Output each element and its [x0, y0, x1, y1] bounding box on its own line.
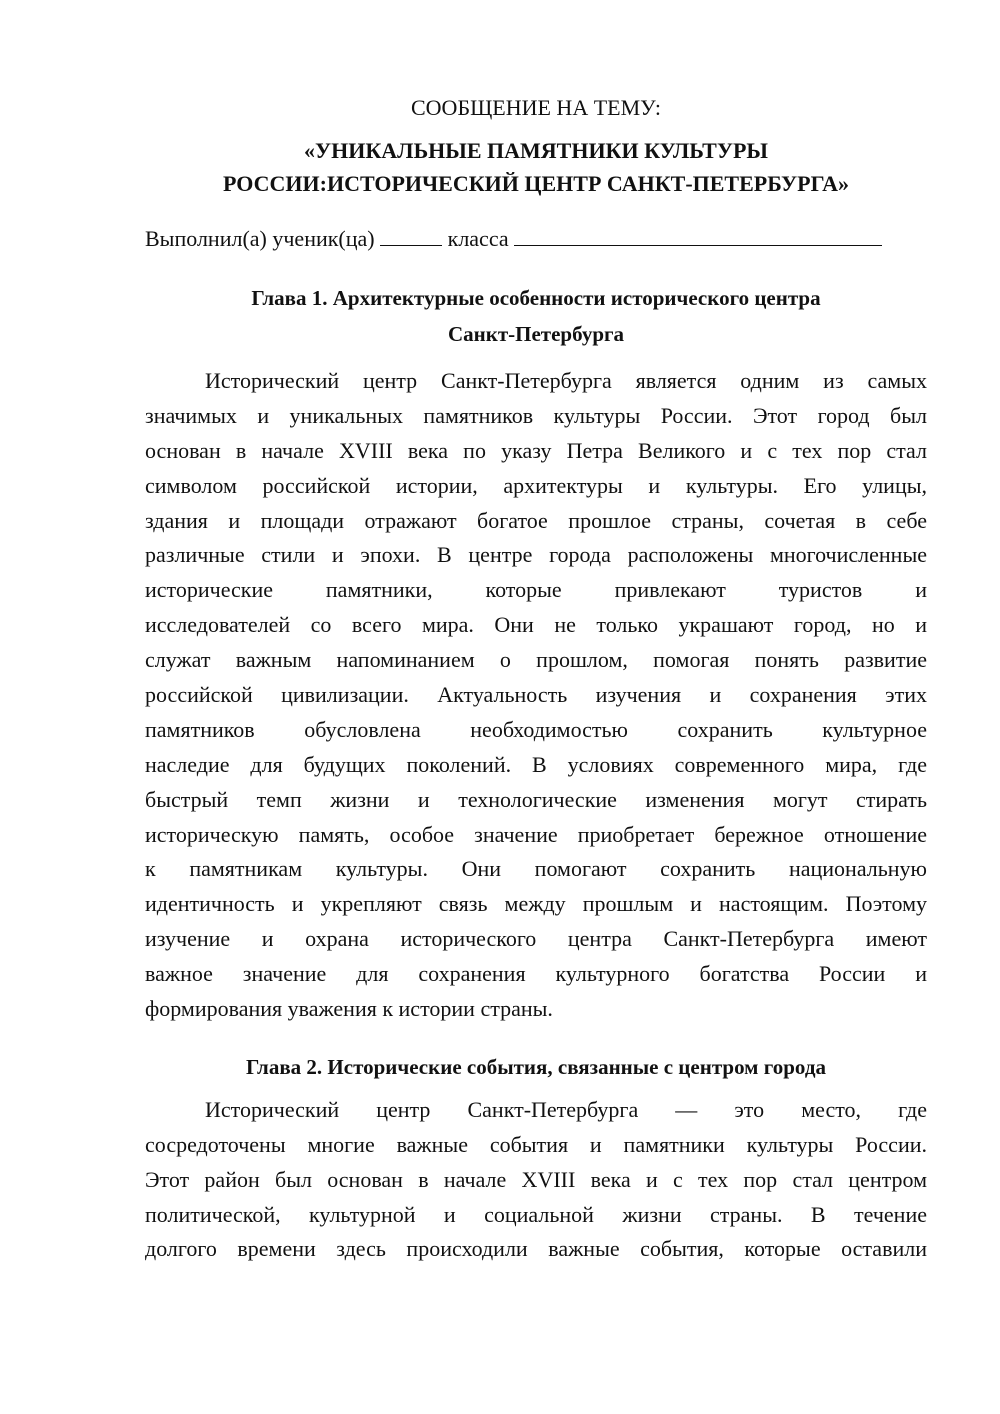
author-label: Выполнил(а) ученик(ца): [145, 226, 375, 251]
chapter-heading-line: Санкт-Петербурга: [447, 322, 625, 346]
paragraph-line: политической, культурной и социальной жизни страны. В течение: [145, 1201, 927, 1227]
paragraph-line: изучение и охрана исторического центра Санкт-Петербурга имеют: [145, 926, 927, 952]
paragraph-line: значимых и уникальных памятников культуры России. Этот город был: [145, 402, 927, 428]
chapter-2-paragraph: [145, 1093, 927, 1267]
paragraph-line: Исторический центр Санкт-Петербурга является одним из самых: [205, 368, 927, 393]
paragraph-line: основан в начале XVIII века по указу Петра Великого и с тех пор стал: [145, 437, 927, 463]
class-label: класса: [447, 226, 509, 251]
document-title: [145, 134, 927, 200]
chapter-1-paragraph: [145, 364, 927, 1027]
paragraph-line: быстрый темп жизни и технологические изменения могут стирать: [145, 786, 927, 812]
paragraph-line: символом российской истории, архитектуры и культуры. Его улицы,: [145, 472, 927, 498]
paragraph-line: исторические памятники, которые привлекают туристов и: [145, 577, 927, 603]
chapter-1-heading: [145, 280, 927, 352]
paragraph-line: различные стили и эпохи. В центре города расположены многочисленные: [145, 542, 927, 568]
author-line: [145, 222, 927, 256]
paragraph-line: сосредоточены многие важные события и памятники культуры России.: [145, 1131, 927, 1157]
paragraph-line: идентичность и укрепляют связь между прошлым и настоящим. Поэтому: [145, 891, 927, 917]
paragraph-line: памятников обусловлена необходимостью сохранить культурное: [145, 716, 927, 742]
paragraph-line: Исторический центр Санкт-Петербурга — это место, где: [205, 1096, 927, 1122]
document-page: [145, 88, 927, 1267]
paragraph-line: Этот район был основан в начале XVIII века и с тех пор стал центром: [145, 1166, 927, 1192]
paragraph-line: российской цивилизации. Актуальность изучения и сохранения этих: [145, 682, 927, 708]
class-number-blank: [380, 225, 442, 246]
paragraph-line: служат важным напоминанием о прошлом, помогая понять развитие: [145, 647, 927, 673]
paragraph-line: историческую память, особое значение приобретает бережное отношение: [145, 821, 927, 847]
chapter-heading-line: Глава 2. Исторические события, связанные с центром города: [246, 1054, 826, 1079]
author-name-blank: [514, 225, 882, 246]
chapter-2-heading: [145, 1049, 927, 1085]
paragraph-line: долгого времени здесь происходили важные события, которые оставили: [145, 1236, 927, 1262]
chapter-heading-line: Глава 1. Архитектурные особенности исторического центра: [251, 286, 821, 310]
paragraph-line: к памятникам культуры. Они помогают сохранить национальную: [145, 856, 927, 882]
paragraph-line: исследователей со всего мира. Они не только украшают город, но и: [145, 612, 927, 638]
pre-title: СООБЩЕНИЕ НА ТЕМУ:: [411, 95, 661, 120]
paragraph-line: здания и площади отражают богатое прошлое страны, сочетая в себе: [145, 507, 927, 533]
title-line: РОССИИ:ИСТОРИЧЕСКИЙ ЦЕНТР САНКТ-ПЕТЕРБУРГА»: [222, 171, 850, 196]
paragraph-line: важное значение для сохранения культурного богатства России и: [145, 961, 927, 987]
paragraph-line: наследие для будущих поколений. В условиях современного мира, где: [145, 751, 927, 777]
paragraph-line: формирования уважения к истории страны.: [145, 996, 553, 1022]
title-line: «УНИКАЛЬНЫЕ ПАМЯТНИКИ КУЛЬТУРЫ: [303, 138, 769, 163]
